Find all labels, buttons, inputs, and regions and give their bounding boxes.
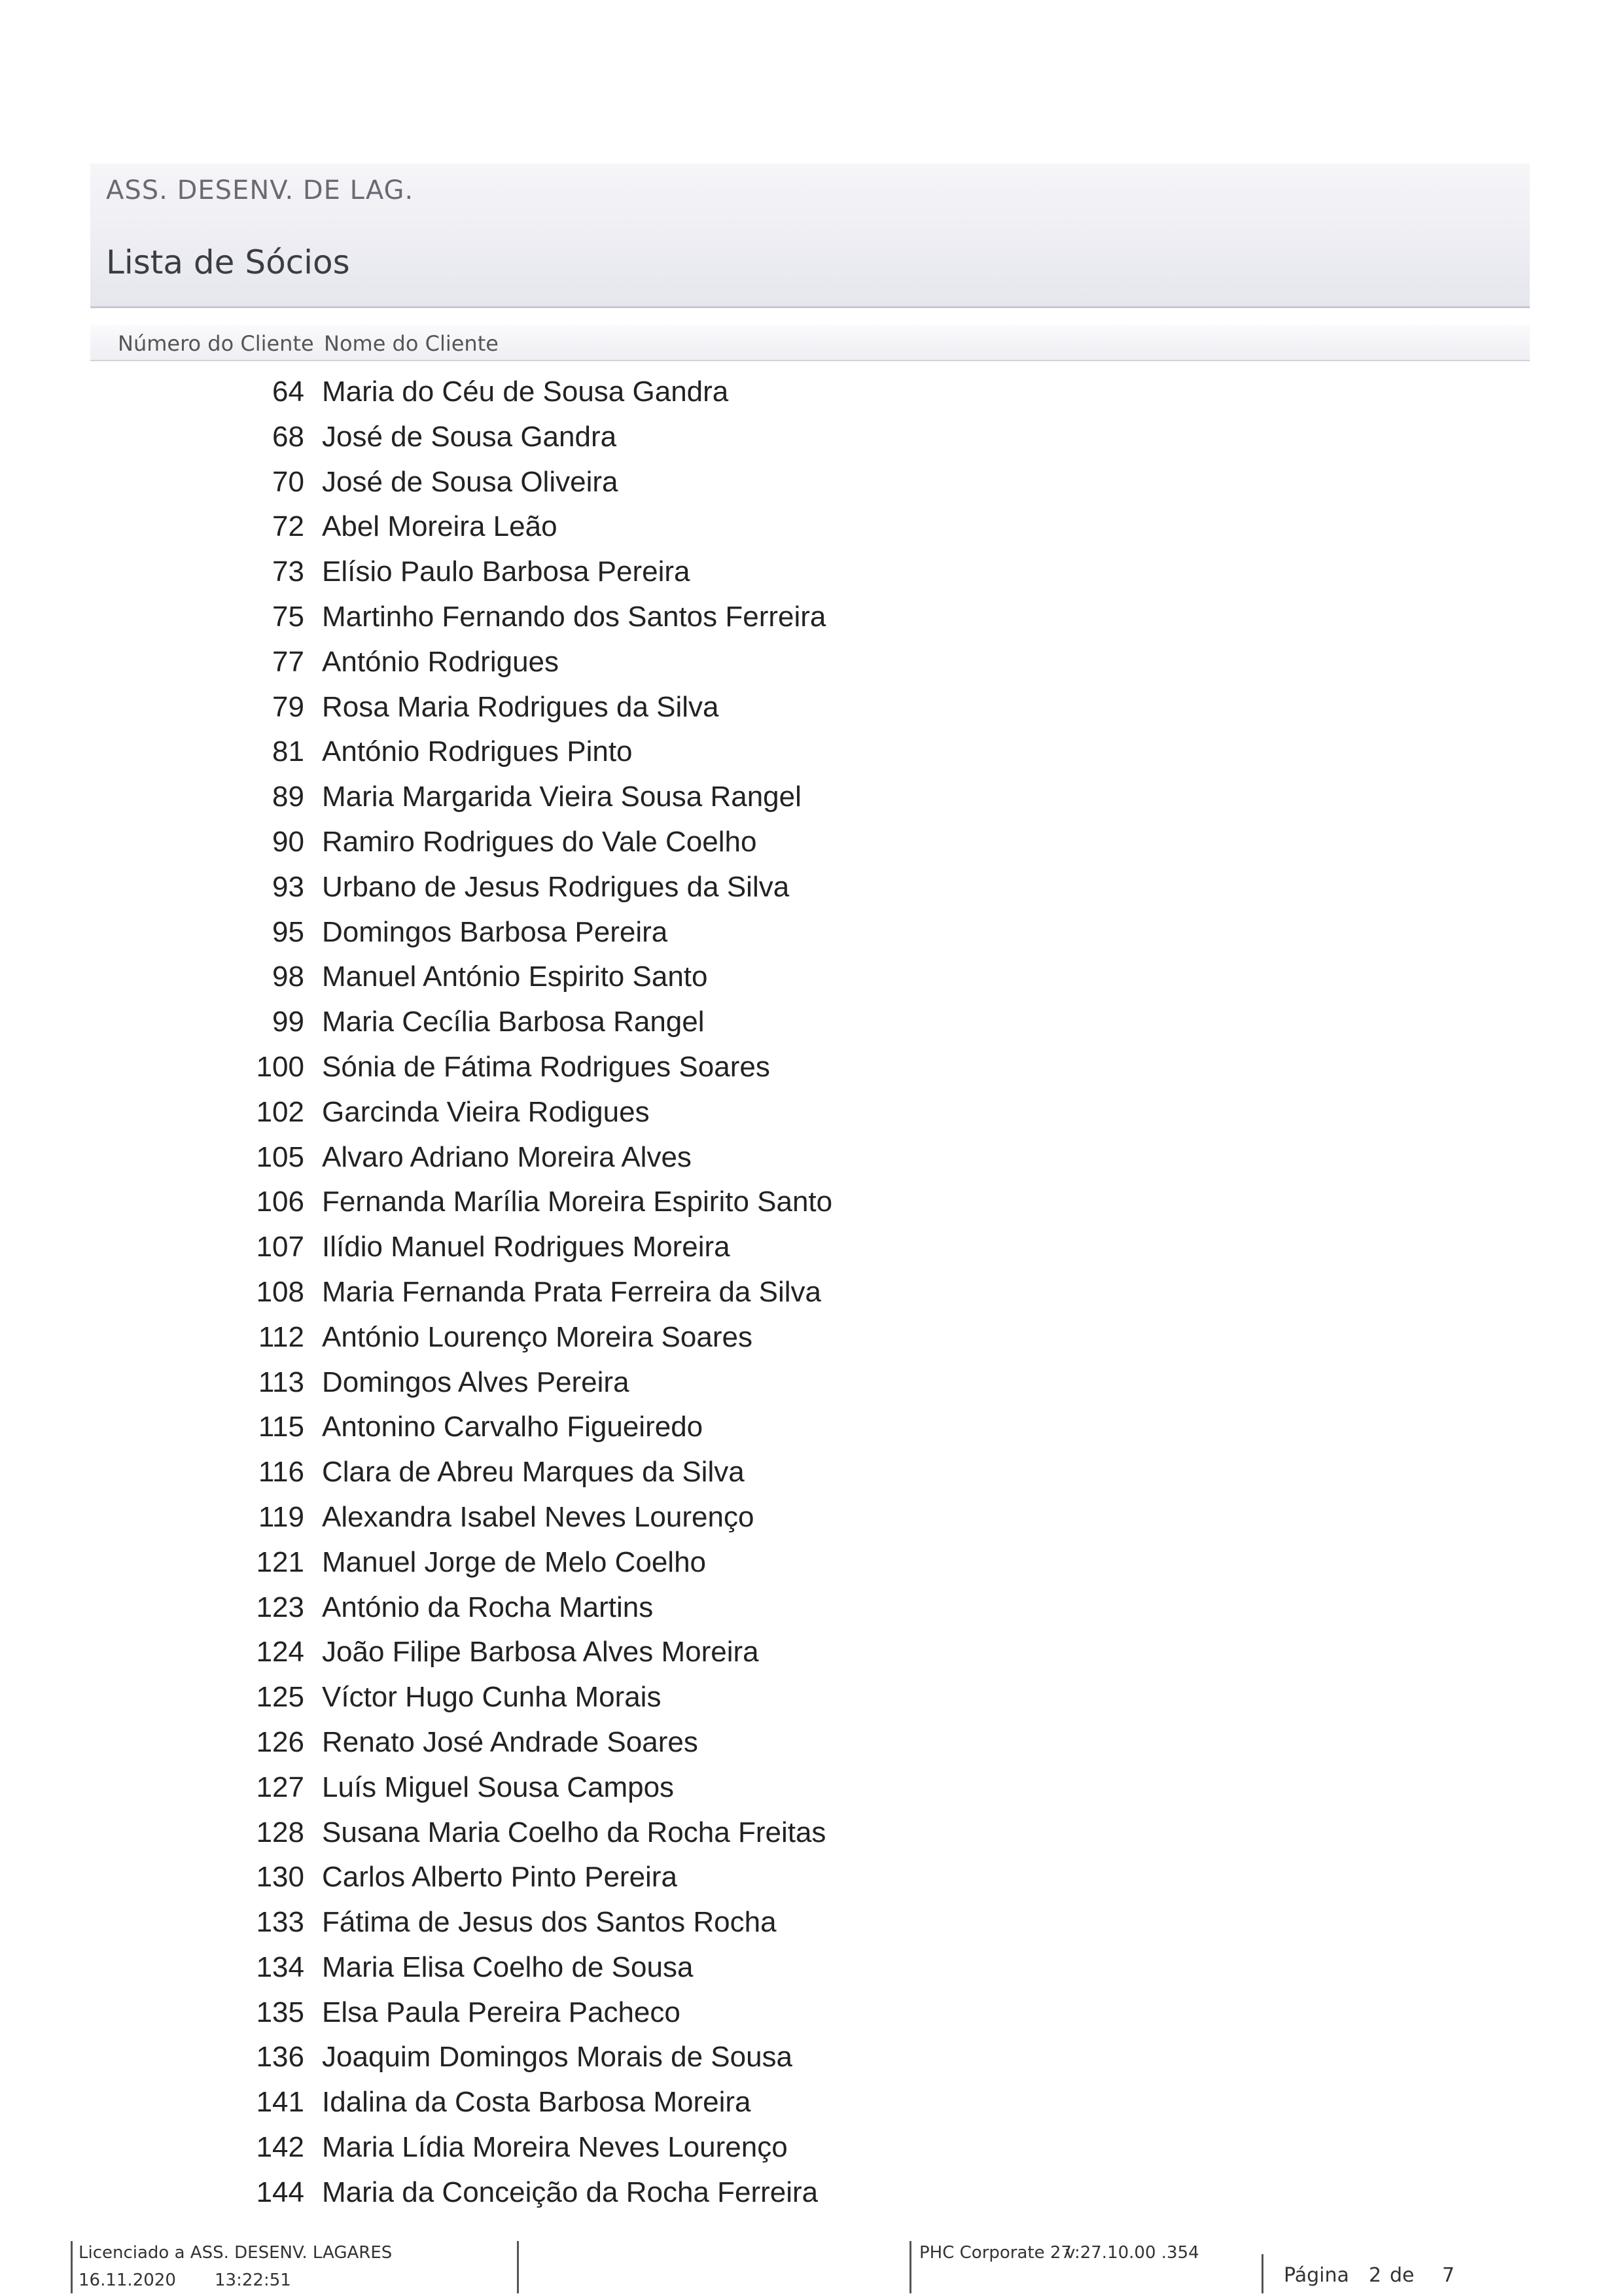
client-name: Alvaro Adriano Moreira Alves [322, 1140, 692, 1173]
client-name: Sónia de Fátima Rodrigues Soares [322, 1050, 770, 1083]
client-number: 75 [272, 600, 304, 633]
client-number: 95 [272, 915, 304, 948]
table-row [0, 2125, 1624, 2170]
client-number: 68 [272, 420, 304, 453]
client-name: Elísio Paulo Barbosa Pereira [322, 556, 690, 588]
table-row [0, 685, 1624, 730]
client-name: Ilídio Manuel Rodrigues Moreira [322, 1231, 730, 1263]
table-row [0, 1675, 1624, 1720]
client-name: José de Sousa Gandra [322, 420, 617, 453]
table-row [0, 1315, 1624, 1360]
footer-page-number: 2 [1369, 2264, 1382, 2287]
client-name: Martinho Fernando dos Santos Ferreira [322, 600, 826, 633]
client-name: Maria da Conceição da Rocha Ferreira [322, 2176, 819, 2208]
table-row [0, 730, 1624, 775]
footer-time: 13:22:51 [215, 2270, 291, 2290]
client-number: 124 [256, 1636, 304, 1669]
table-row [0, 955, 1624, 1000]
table-row [0, 1630, 1624, 1675]
table-row [0, 820, 1624, 865]
client-name: Maria do Céu de Sousa Gandra [322, 376, 729, 408]
client-number: 113 [258, 1366, 304, 1398]
table-row [0, 1495, 1624, 1540]
client-number: 99 [272, 1006, 304, 1038]
footer-software: PHC Corporate 27 [919, 2243, 1072, 2263]
client-name: Antonino Carvalho Figueiredo [322, 1411, 703, 1443]
client-name: Urbano de Jesus Rodrigues da Silva [322, 870, 790, 903]
footer-divider [1262, 2254, 1263, 2293]
client-name: Maria Fernanda Prata Ferreira da Silva [322, 1275, 821, 1308]
client-name: Domingos Alves Pereira [322, 1366, 629, 1398]
client-name: Manuel Jorge de Melo Coelho [322, 1545, 707, 1578]
table-row [0, 2170, 1624, 2216]
footer-version: v:27.10.00 .354 [1065, 2243, 1199, 2263]
table-row [0, 1450, 1624, 1495]
footer-page-label: Página [1284, 2264, 1349, 2287]
client-number: 133 [256, 1906, 304, 1939]
footer-date: 16.11.2020 [79, 2270, 176, 2290]
client-name: Elsa Paula Pereira Pacheco [322, 1996, 680, 2028]
organization-name: ASS. DESENV. DE LAG. [106, 175, 414, 205]
column-header-name: Nome do Cliente [324, 331, 499, 356]
client-name: António Rodrigues [322, 645, 559, 678]
client-name: Maria Elisa Coelho de Sousa [322, 1951, 694, 1983]
client-number: 130 [256, 1861, 304, 1894]
client-name: Clara de Abreu Marques da Silva [322, 1456, 745, 1489]
footer-page-of: de [1390, 2264, 1415, 2287]
client-name: António da Rocha Martins [322, 1591, 654, 1623]
client-name: Renato José Andrade Soares [322, 1725, 698, 1758]
client-number: 81 [272, 735, 304, 768]
table-row [0, 415, 1624, 460]
client-name: Ramiro Rodrigues do Vale Coelho [322, 825, 757, 858]
table-row [0, 1405, 1624, 1450]
client-name: Rosa Maria Rodrigues da Silva [322, 690, 719, 723]
client-name: João Filipe Barbosa Alves Moreira [322, 1636, 759, 1669]
table-row [0, 1540, 1624, 1585]
client-name: António Rodrigues Pinto [322, 735, 633, 768]
table-row [0, 1135, 1624, 1180]
client-number: 108 [256, 1275, 304, 1308]
client-number: 77 [272, 645, 304, 678]
client-name: António Lourenço Moreira Soares [322, 1320, 752, 1353]
table-row [0, 1270, 1624, 1315]
client-number: 106 [256, 1186, 304, 1218]
client-name: José de Sousa Oliveira [322, 465, 618, 498]
client-number: 119 [258, 1500, 304, 1533]
column-header-number: Número do Cliente [118, 331, 314, 356]
table-row [0, 1225, 1624, 1270]
client-name: Maria Cecília Barbosa Rangel [322, 1006, 705, 1038]
client-number: 127 [256, 1771, 304, 1803]
client-number: 112 [258, 1320, 304, 1353]
table-row [0, 1180, 1624, 1225]
client-name: Maria Margarida Vieira Sousa Rangel [322, 781, 802, 813]
client-number: 89 [272, 781, 304, 813]
report-title: Lista de Sócios [106, 243, 350, 281]
table-row [0, 1945, 1624, 1990]
client-number: 107 [256, 1231, 304, 1263]
client-number: 128 [256, 1816, 304, 1848]
client-number: 100 [256, 1050, 304, 1083]
table-row [0, 1045, 1624, 1090]
client-number: 142 [256, 2131, 304, 2164]
footer-page-total: 7 [1442, 2264, 1455, 2287]
client-name: Maria Lídia Moreira Neves Lourenço [322, 2131, 788, 2164]
table-row [0, 370, 1624, 415]
table-row [0, 1000, 1624, 1045]
table-row [0, 504, 1624, 550]
table-row [0, 865, 1624, 910]
client-number: 125 [256, 1681, 304, 1714]
table-row [0, 1360, 1624, 1405]
client-name: Domingos Barbosa Pereira [322, 915, 668, 948]
member-list [0, 370, 1624, 2216]
client-number: 116 [258, 1456, 304, 1489]
client-number: 144 [256, 2176, 304, 2208]
table-row [0, 2035, 1624, 2080]
table-row [0, 640, 1624, 685]
table-row [0, 910, 1624, 955]
footer-licensed-to: Licenciado a ASS. DESENV. LAGARES [79, 2243, 393, 2263]
client-number: 134 [256, 1951, 304, 1983]
client-number: 72 [272, 510, 304, 543]
table-row [0, 2080, 1624, 2125]
client-number: 79 [272, 690, 304, 723]
client-name: Luís Miguel Sousa Campos [322, 1771, 675, 1803]
client-number: 90 [272, 825, 304, 858]
client-name: Fernanda Marília Moreira Espirito Santo [322, 1186, 833, 1218]
client-number: 102 [256, 1095, 304, 1128]
table-row [0, 775, 1624, 820]
client-name: Garcinda Vieira Rodigues [322, 1095, 650, 1128]
table-row [0, 1900, 1624, 1945]
client-number: 64 [272, 376, 304, 408]
client-number: 123 [256, 1591, 304, 1623]
client-number: 115 [258, 1411, 304, 1443]
table-row [0, 460, 1624, 505]
client-name: Alexandra Isabel Neves Lourenço [322, 1500, 754, 1533]
table-row [0, 1855, 1624, 1900]
footer-divider [909, 2241, 911, 2293]
client-number: 141 [256, 2086, 304, 2119]
client-number: 126 [256, 1725, 304, 1758]
client-number: 121 [256, 1545, 304, 1578]
client-name: Idalina da Costa Barbosa Moreira [322, 2086, 751, 2119]
table-row [0, 1720, 1624, 1765]
client-number: 70 [272, 465, 304, 498]
table-row [0, 1090, 1624, 1135]
footer-divider [517, 2241, 519, 2293]
client-name: Susana Maria Coelho da Rocha Freitas [322, 1816, 826, 1848]
table-row [0, 1585, 1624, 1631]
client-number: 136 [256, 2041, 304, 2074]
client-name: Abel Moreira Leão [322, 510, 557, 543]
client-name: Manuel António Espirito Santo [322, 961, 708, 993]
table-row [0, 595, 1624, 640]
table-row [0, 1810, 1624, 1856]
client-name: Víctor Hugo Cunha Morais [322, 1681, 662, 1714]
client-number: 98 [272, 961, 304, 993]
client-number: 135 [256, 1996, 304, 2028]
table-row [0, 550, 1624, 595]
client-name: Fátima de Jesus dos Santos Rocha [322, 1906, 777, 1939]
client-number: 73 [272, 556, 304, 588]
client-number: 93 [272, 870, 304, 903]
client-name: Joaquim Domingos Morais de Sousa [322, 2041, 793, 2074]
table-row [0, 1990, 1624, 2036]
footer-divider [71, 2241, 73, 2293]
client-number: 105 [256, 1140, 304, 1173]
client-name: Carlos Alberto Pinto Pereira [322, 1861, 677, 1894]
table-row [0, 1765, 1624, 1810]
